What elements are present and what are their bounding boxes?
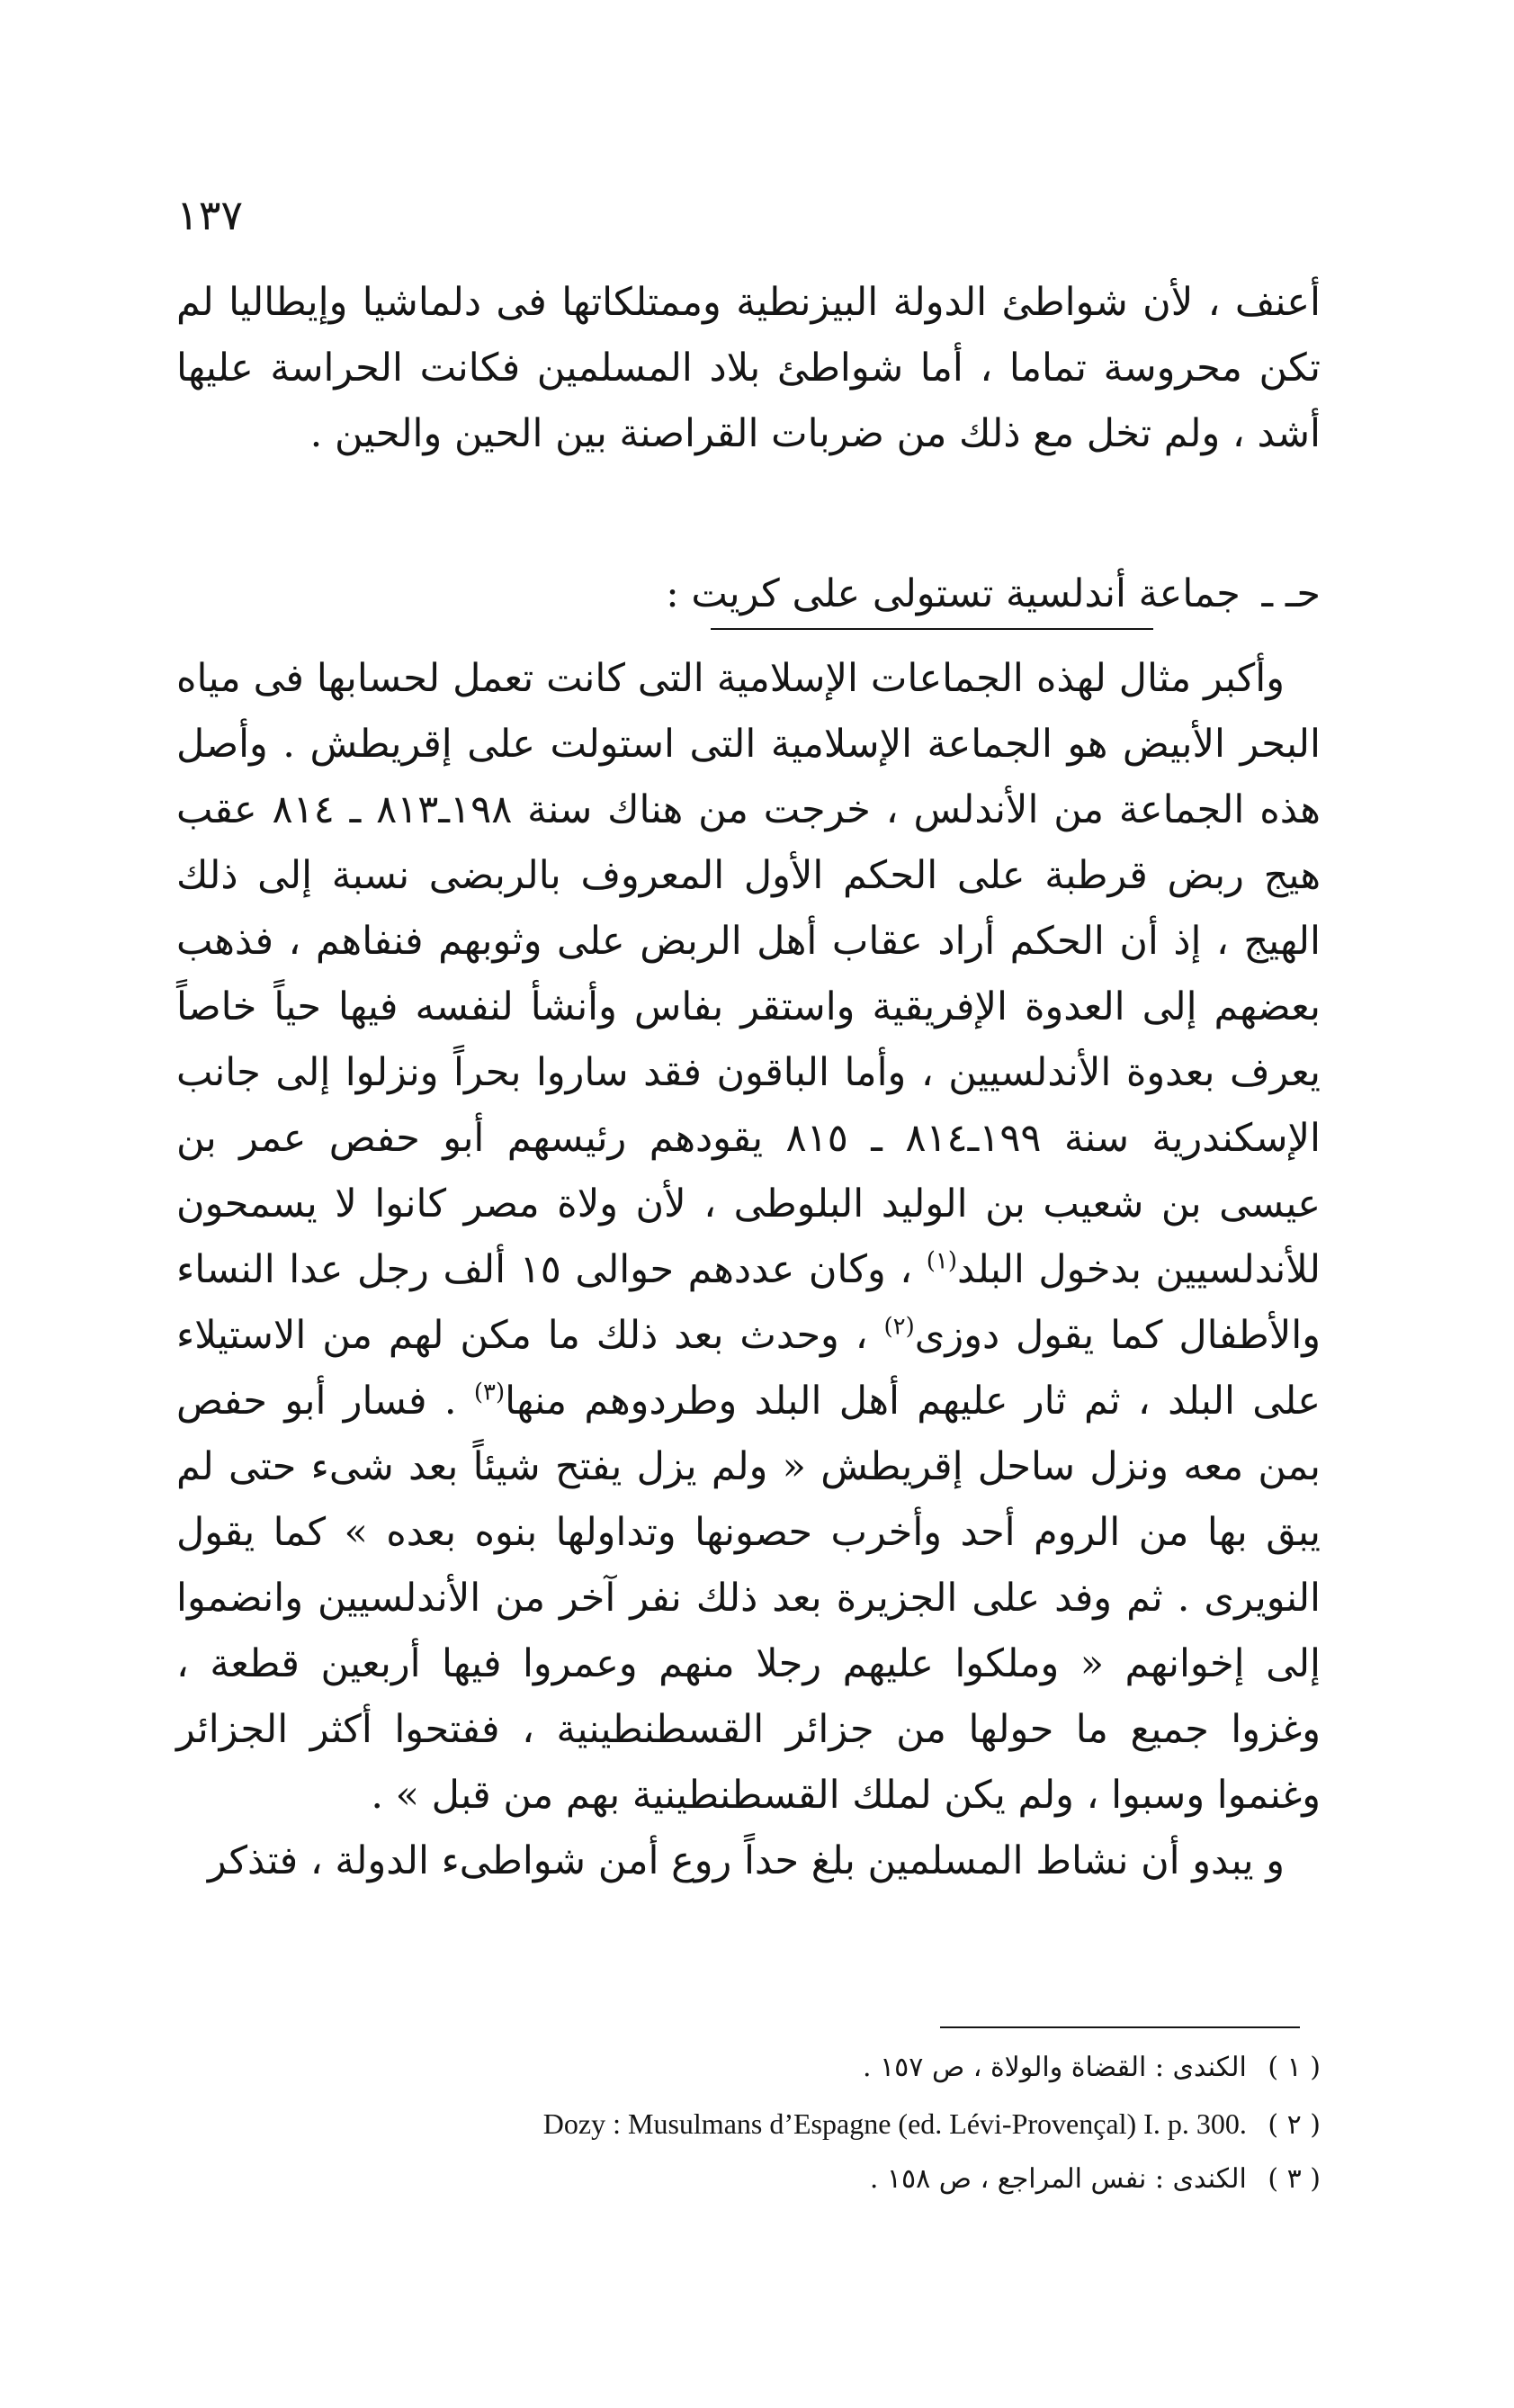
footnote-ref-3: (٣) [473, 1379, 506, 1406]
section-heading [666, 567, 1321, 621]
footnote-1 [176, 2050, 1321, 2086]
footnote-ref-2: (٢) [883, 1313, 915, 1341]
body-text-part-1: وأكبر مثال لهذه الجماعات الإسلامية التى كانت تعمل لحسابها فى مياه البحر الأبيض هو الجماعة الإسلامية التى استولت على إقريطش . وأصل هذه الجماعة من الأندلس ، خرجت من هناك سنة ١٩٨ـ٨١٣ ـ ٨١٤ عقب هيج ربض قرطبة على الحكم الأول المعروف بالربضى نسبة إلى ذلك الهيج ، إذ أن الحكم أراد عقاب أهل الربض على وثوبهم فنفاهم ، فذهب بعضهم إلى العدوة الإفريقية واستقر بفاس وأنشأ لنفسه فيها حياً خاصاً يعرف بعدوة الأندلسيين ، وأما الباقون فقد ساروا بحراً ونزلوا إلى جانب الإسكندرية سنة ١٩٩ـ٨١٤ ـ ٨١٥ يقودهم رئيسهم أبو حفص عمر بن عيسى بن شعيب بن الوليد البلوطى ، لأن ولاة مصر كانوا لا يسمحون للأندلسيين بدخول البلد [176, 656, 1321, 1292]
heading-underline [711, 628, 1153, 630]
footnote-ref-1: (١) [926, 1247, 958, 1275]
paragraph-top: أعنف ، لأن شواطئ الدولة البيزنطية وممتلكاتها فى دلماشيا وإيطاليا لم تكن محروسة تماما ، أما شواطئ بلاد المسلمين فكانت الحراسة عليها أشد ، ولم تخل مع ذلك من ضربات القراصنة بين الحين والحين . [176, 280, 1321, 456]
footnote-3 [176, 2161, 1321, 2197]
footnote-1-text: الكندى : القضاة والولاة ، ص ١٥٧ . [862, 2052, 1247, 2083]
footnote-3-text: الكندى : نفس المراجع ، ص ١٥٨ . [869, 2163, 1247, 2195]
footnote-3-marker: ( ٣ ) [1268, 2163, 1321, 2195]
footnote-2-marker: ( ٢ ) [1268, 2109, 1321, 2141]
section-heading-text: جماعة أندلسية تستولى على كريت : [666, 571, 1241, 616]
footnote-separator [940, 2026, 1300, 2028]
body-text-part-4: . فسار أبو حفص بمن معه ونزل ساحل إقريطش « ولم يزل يفتح شيئاً بعد شىء حتى لم يبق بها من الروم أحد وأخرب حصونها وتداولها بنوه بعده » كما يقول النويرى . ثم وفد على الجزيرة بعد ذلك نفر آخر من الأندلسيين وانضموا إلى إخوانهم « وملكوا عليهم رجلا منهم وعمروا فيها أربعين قطعة ، وغزوا جميع ما حولها من جزائر القسطنطينية ، ففتحوا أكثر الجزائر وغنموا وسبوا ، ولم يكن لملك القسطنطينية بهم من قبل » . [176, 1379, 1321, 1818]
body-text-part-2: ، وكان عددهم حوالى ١٥ ألف رجل عدا النساء والأطفال كما يقول دوزى [176, 1247, 1321, 1358]
footnote-1-marker: ( ١ ) [1268, 2052, 1321, 2083]
paragraph-main [176, 646, 1321, 1894]
section-heading-marker: حـ ـ [1261, 571, 1321, 616]
page-number: ١٣٧ [176, 191, 244, 239]
body-text-part-5: و يبدو أن نشاط المسلمين بلغ حداً روع أمن شواطىء الدولة ، فتذكر [207, 1838, 1285, 1883]
footnote-2-text: Dozy : Musulmans d’Espagne (ed. Lévi-Provençal) I. p. 300. [542, 2107, 1247, 2140]
footnote-2 [176, 2106, 1321, 2143]
body-text-part-3: ، وحدث بعد ذلك ما مكن لهم من الاستيلاء على البلد ، ثم ثار عليهم أهل البلد وطردوهم منها [176, 1313, 1321, 1424]
